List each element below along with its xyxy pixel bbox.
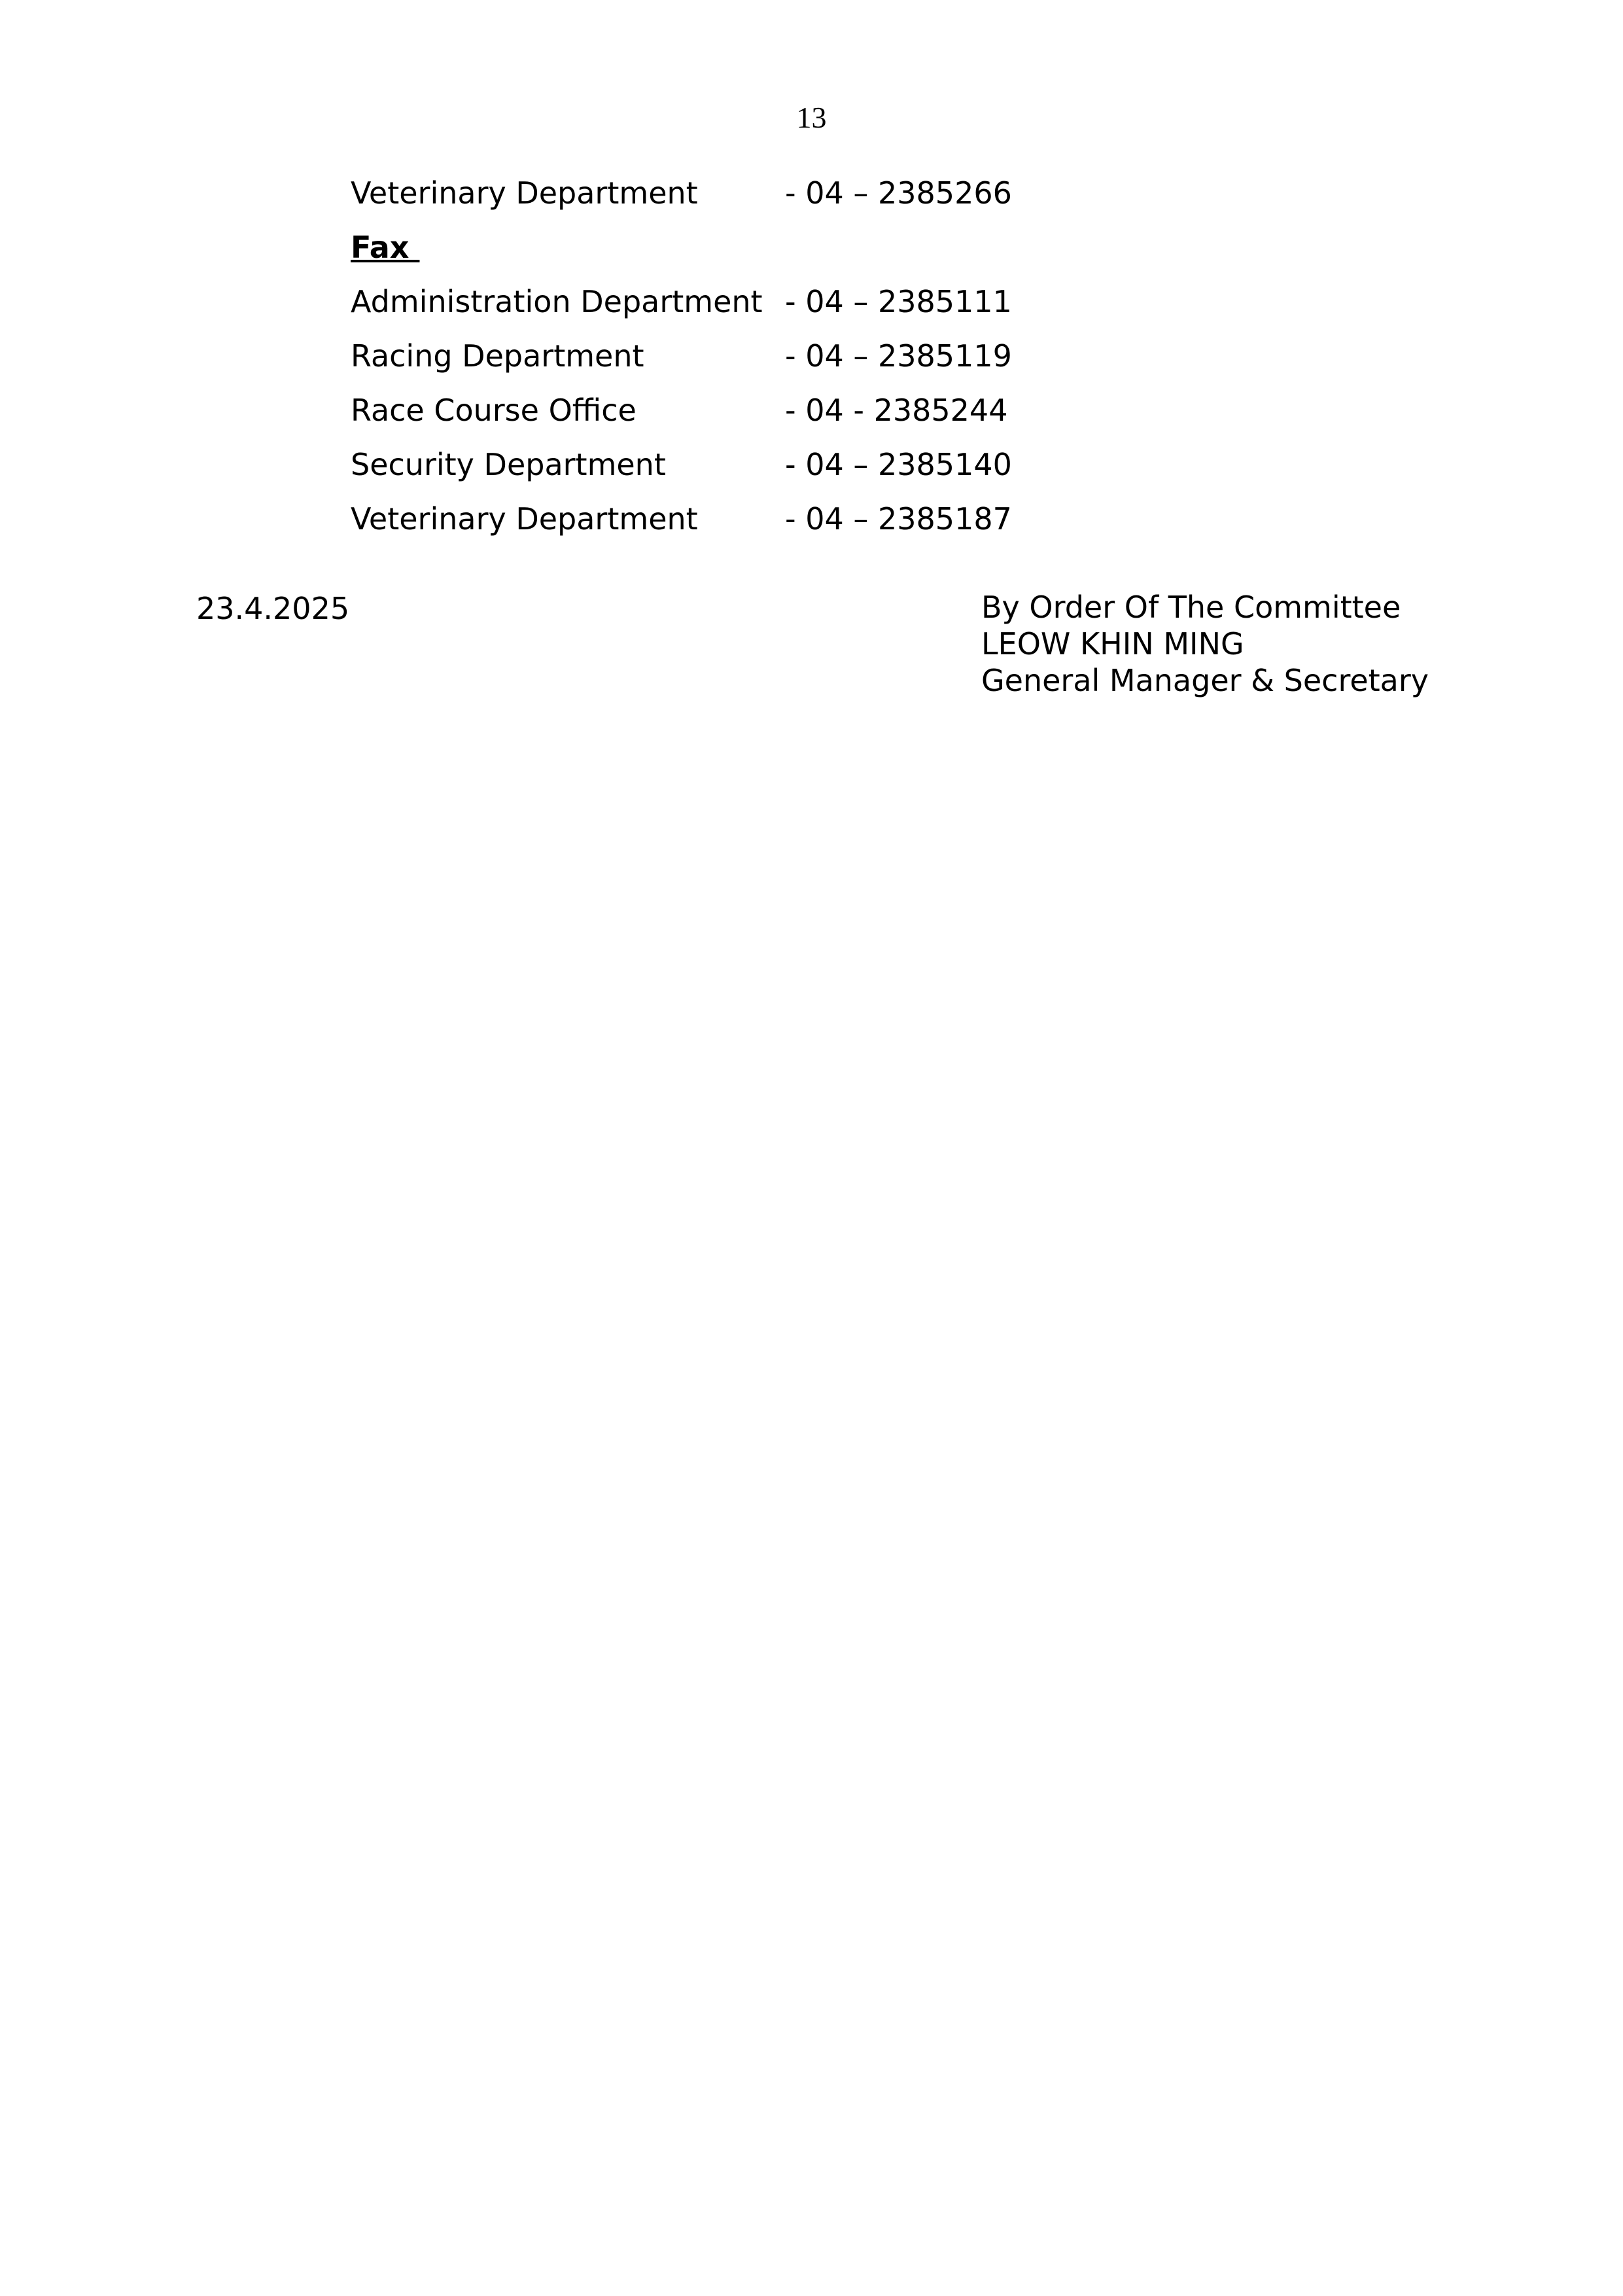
fax-number: - 04 – 2385140: [785, 447, 1012, 482]
department-name: Race Course Office: [351, 393, 637, 428]
signatory-title: General Manager & Secretary: [981, 663, 1429, 698]
fax-heading: Fax: [351, 230, 420, 265]
order-line: By Order Of The Committee: [981, 590, 1401, 625]
department-name: Veterinary Department: [351, 175, 698, 211]
signatory-name: LEOW KHIN MING: [981, 626, 1244, 662]
issue-date: 23.4.2025: [196, 591, 350, 626]
fax-number: - 04 – 2385119: [785, 338, 1012, 374]
phone-number: - 04 – 2385266: [785, 175, 1012, 211]
fax-number: - 04 – 2385111: [785, 284, 1012, 319]
fax-entry: [351, 282, 1136, 336]
fax-entry: [351, 336, 1136, 391]
department-name: Security Department: [351, 447, 666, 482]
phone-entry: [351, 173, 1136, 228]
contact-list: [351, 173, 1136, 554]
fax-number: - 04 - 2385244: [785, 393, 1008, 428]
department-name: Administration Department: [351, 284, 763, 319]
fax-entry: [351, 445, 1136, 499]
department-name: Veterinary Department: [351, 501, 698, 537]
fax-number: - 04 – 2385187: [785, 501, 1012, 537]
page-number: 13: [796, 101, 827, 134]
department-name: Racing Department: [351, 338, 644, 374]
fax-entry: [351, 499, 1136, 554]
fax-entry: [351, 391, 1136, 445]
signature-block: [981, 589, 1429, 699]
